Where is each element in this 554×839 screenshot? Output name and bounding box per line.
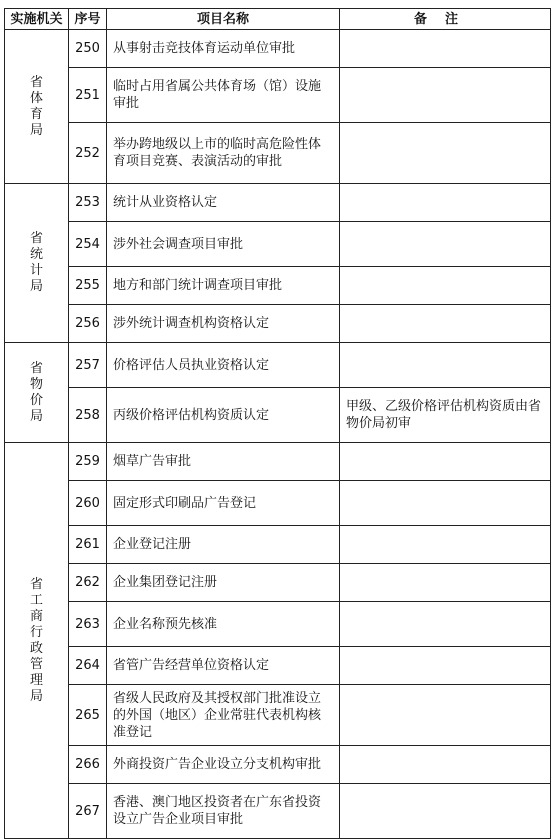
table-row — [5, 647, 551, 685]
name-cell: 丙级价格评估机构资质认定 — [107, 388, 340, 443]
seq-cell: 262 — [69, 564, 107, 602]
table-row — [5, 184, 551, 222]
header-note: 备注 — [340, 9, 551, 30]
name-cell: 举办跨地级以上市的临时高危险性体育项目竞赛、表演活动的审批 — [107, 123, 340, 184]
seq-cell: 257 — [69, 343, 107, 388]
header-agency: 实施机关 — [5, 9, 69, 30]
agency-cell-industry-commerce: 省工商行政管理局 — [5, 443, 69, 839]
name-cell: 固定形式印刷品广告登记 — [107, 481, 340, 526]
name-cell: 临时占用省属公共体育场（馆）设施审批 — [107, 68, 340, 123]
seq-cell: 266 — [69, 746, 107, 784]
note-cell: 甲级、乙级价格评估机构资质由省物价局初审 — [340, 388, 551, 443]
note-cell — [340, 784, 551, 839]
seq-cell: 265 — [69, 685, 107, 746]
note-cell — [340, 443, 551, 481]
table-row — [5, 305, 551, 343]
table-row — [5, 123, 551, 184]
header-seq: 序号 — [69, 9, 107, 30]
table-row — [5, 746, 551, 784]
name-cell: 价格评估人员执业资格认定 — [107, 343, 340, 388]
name-cell: 统计从业资格认定 — [107, 184, 340, 222]
table-row — [5, 685, 551, 746]
name-cell: 从事射击竞技体育运动单位审批 — [107, 30, 340, 68]
note-cell — [340, 30, 551, 68]
name-cell: 外商投资广告企业设立分支机构审批 — [107, 746, 340, 784]
table-row — [5, 388, 551, 443]
seq-cell: 250 — [69, 30, 107, 68]
table-row — [5, 481, 551, 526]
table-row — [5, 343, 551, 388]
note-cell — [340, 267, 551, 305]
name-cell: 香港、澳门地区投资者在广东省投资设立广告企业项目审批 — [107, 784, 340, 839]
header-row — [5, 9, 551, 30]
table-row — [5, 526, 551, 564]
name-cell: 烟草广告审批 — [107, 443, 340, 481]
note-cell — [340, 222, 551, 267]
seq-cell: 267 — [69, 784, 107, 839]
note-cell — [340, 305, 551, 343]
name-cell: 涉外统计调查机构资格认定 — [107, 305, 340, 343]
note-cell — [340, 746, 551, 784]
seq-cell: 263 — [69, 602, 107, 647]
note-cell — [340, 123, 551, 184]
table-row — [5, 784, 551, 839]
seq-cell: 252 — [69, 123, 107, 184]
seq-cell: 255 — [69, 267, 107, 305]
table-row — [5, 602, 551, 647]
table-row — [5, 222, 551, 267]
seq-cell: 251 — [69, 68, 107, 123]
seq-cell: 256 — [69, 305, 107, 343]
name-cell: 地方和部门统计调查项目审批 — [107, 267, 340, 305]
note-cell — [340, 647, 551, 685]
seq-cell: 261 — [69, 526, 107, 564]
note-cell — [340, 68, 551, 123]
table-row — [5, 68, 551, 123]
seq-cell: 260 — [69, 481, 107, 526]
seq-cell: 259 — [69, 443, 107, 481]
name-cell: 涉外社会调查项目审批 — [107, 222, 340, 267]
header-name: 项目名称 — [107, 9, 340, 30]
table-row — [5, 564, 551, 602]
table-row — [5, 267, 551, 305]
name-cell: 企业集团登记注册 — [107, 564, 340, 602]
table-row — [5, 443, 551, 481]
table-row — [5, 30, 551, 68]
note-cell — [340, 602, 551, 647]
note-cell — [340, 481, 551, 526]
seq-cell: 258 — [69, 388, 107, 443]
note-cell — [340, 343, 551, 388]
seq-cell: 264 — [69, 647, 107, 685]
name-cell: 省管广告经营单位资格认定 — [107, 647, 340, 685]
agency-cell-price: 省物价局 — [5, 343, 69, 443]
name-cell: 企业名称预先核准 — [107, 602, 340, 647]
note-cell — [340, 184, 551, 222]
agency-cell-statistics: 省统计局 — [5, 184, 69, 343]
name-cell: 省级人民政府及其授权部门批准设立的外国（地区）企业常驻代表机构核准登记 — [107, 685, 340, 746]
note-cell — [340, 685, 551, 746]
name-cell: 企业登记注册 — [107, 526, 340, 564]
note-cell — [340, 526, 551, 564]
agency-cell-sports: 省体育局 — [5, 30, 69, 184]
seq-cell: 254 — [69, 222, 107, 267]
approval-items-table — [4, 8, 551, 839]
note-cell — [340, 564, 551, 602]
seq-cell: 253 — [69, 184, 107, 222]
